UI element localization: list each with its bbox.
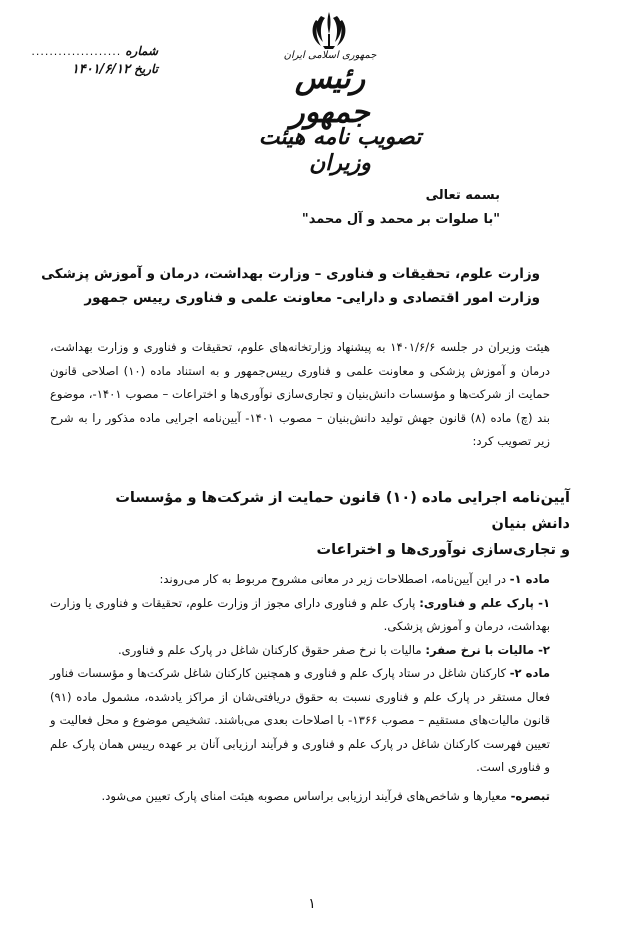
- letter-meta: [18, 44, 158, 80]
- article-1-label: ماده ۱-: [509, 572, 550, 586]
- date-value: ۱۴۰۱/۶/۱۲: [71, 62, 131, 77]
- bismillah: بسمه تعالی: [425, 188, 500, 203]
- page-number: ۱: [308, 896, 316, 912]
- article-2: [50, 662, 550, 780]
- date-label: تاریخ: [134, 62, 158, 76]
- intro-paragraph: هیئت وزیران در جلسه ۱۴۰۱/۶/۶ به پیشنهاد وزارتخانه‌های علوم، تحقیقات و فناوری و وزارت بهداشت، درمان و آموزش پزشکی و معاونت علمی و فناوری رییس‌جمهور و به استناد ماده (۱۰) اصلاحی قانون حمایت از شرکت‌ها و مؤسسات دانش‌بنیان و تجاری‌سازی نوآوری‌ها و اختراعات – مصوب ۱۴۰۱-، موضوع بند (چ) ماده (۸) قانون جهش تولید دانش‌بنیان – مصوب ۱۴۰۱- آیین‌نامه اجرایی ماده مذکور را به شرح زیر تصویب کرد:: [50, 340, 551, 448]
- salawat: "با صلوات بر محمد و آل محمد": [301, 212, 500, 227]
- note: [50, 785, 550, 809]
- article-1: [50, 568, 550, 662]
- definition-2: [50, 639, 550, 663]
- regulation-title: [90, 485, 570, 563]
- addressee-line-1: وزارت علوم، تحقیقات و فناوری – وزارت بهداشت، درمان و آموزش پزشکی: [41, 266, 540, 282]
- number-row: [18, 44, 158, 62]
- number-label: شماره: [125, 44, 158, 58]
- article-1-intro: [50, 568, 550, 592]
- regulation-title-line-2: و تجاری‌سازی نوآوری‌ها و اختراعات: [316, 542, 570, 558]
- iran-emblem-icon: [307, 8, 351, 52]
- article-1-text: در این آیین‌نامه، اصطلاحات زیر در معانی مشروح مربوط به کار می‌روند:: [159, 572, 510, 586]
- definition-1-text: پارک علم و فناوری دارای مجوز از وزارت علوم، تحقیقات و فناوری یا وزارت بهداشت، درمان و آموزش پزشکی.: [50, 595, 550, 633]
- article-2-label: ماده ۲-: [509, 666, 550, 680]
- definition-1: [50, 592, 550, 639]
- addressees: [40, 262, 540, 310]
- date-row: [18, 62, 158, 80]
- republic-title: جمهوری اسلامی ایران: [283, 50, 377, 61]
- definition-2-text: مالیات با نرخ صفر حقوق کارکنان شاغل در پارک علم و فناوری.: [117, 642, 426, 657]
- definition-1-label: ۱- پارک علم و فناوری:: [419, 595, 551, 610]
- cabinet-approval-title: تصویب نامه هیئت وزیران: [258, 124, 422, 176]
- regulation-title-line-1: آیین‌نامه اجرایی ماده (۱۰) قانون حمایت از شرکت‌ها و مؤسسات دانش بنیان: [115, 490, 570, 532]
- note-label: تبصره-: [510, 789, 550, 803]
- number-value: ....................: [31, 45, 122, 58]
- definition-2-label: ۲- مالیات با نرخ صفر:: [425, 642, 550, 657]
- note-text: معیارها و شاخص‌های فرآیند ارزیابی براساس مصوبه هیئت امنای پارک تعیین می‌شود.: [101, 789, 511, 803]
- article-2-text: کارکنان شاغل در ستاد پارک علم و فناوری و همچنین کارکنان شاغل شرکت‌ها و مؤسسات فناور فعال مستقر در پارک علم و فناوری نسبت به حقوق دریافتی‌شان از مراکز یادشده، مشمول ماده (۹۱) قانون مالیات‌های مستقیم – مصوب ۱۳۶۶- با اصلاحات بعدی می‌باشند. تشخیص موضوع و محل فعالیت و تعیین فهرست کارکنان شاغل در پارک علم و فناوری و فرآیند ارزیابی آنان بر عهده رییس همان پارک علم و فناوری است.: [50, 666, 550, 774]
- president-title: رئیس جمهور: [290, 61, 370, 130]
- addressee-line-2: وزارت امور اقتصادی و دارایی- معاونت علمی و فناوری رییس جمهور: [84, 290, 540, 306]
